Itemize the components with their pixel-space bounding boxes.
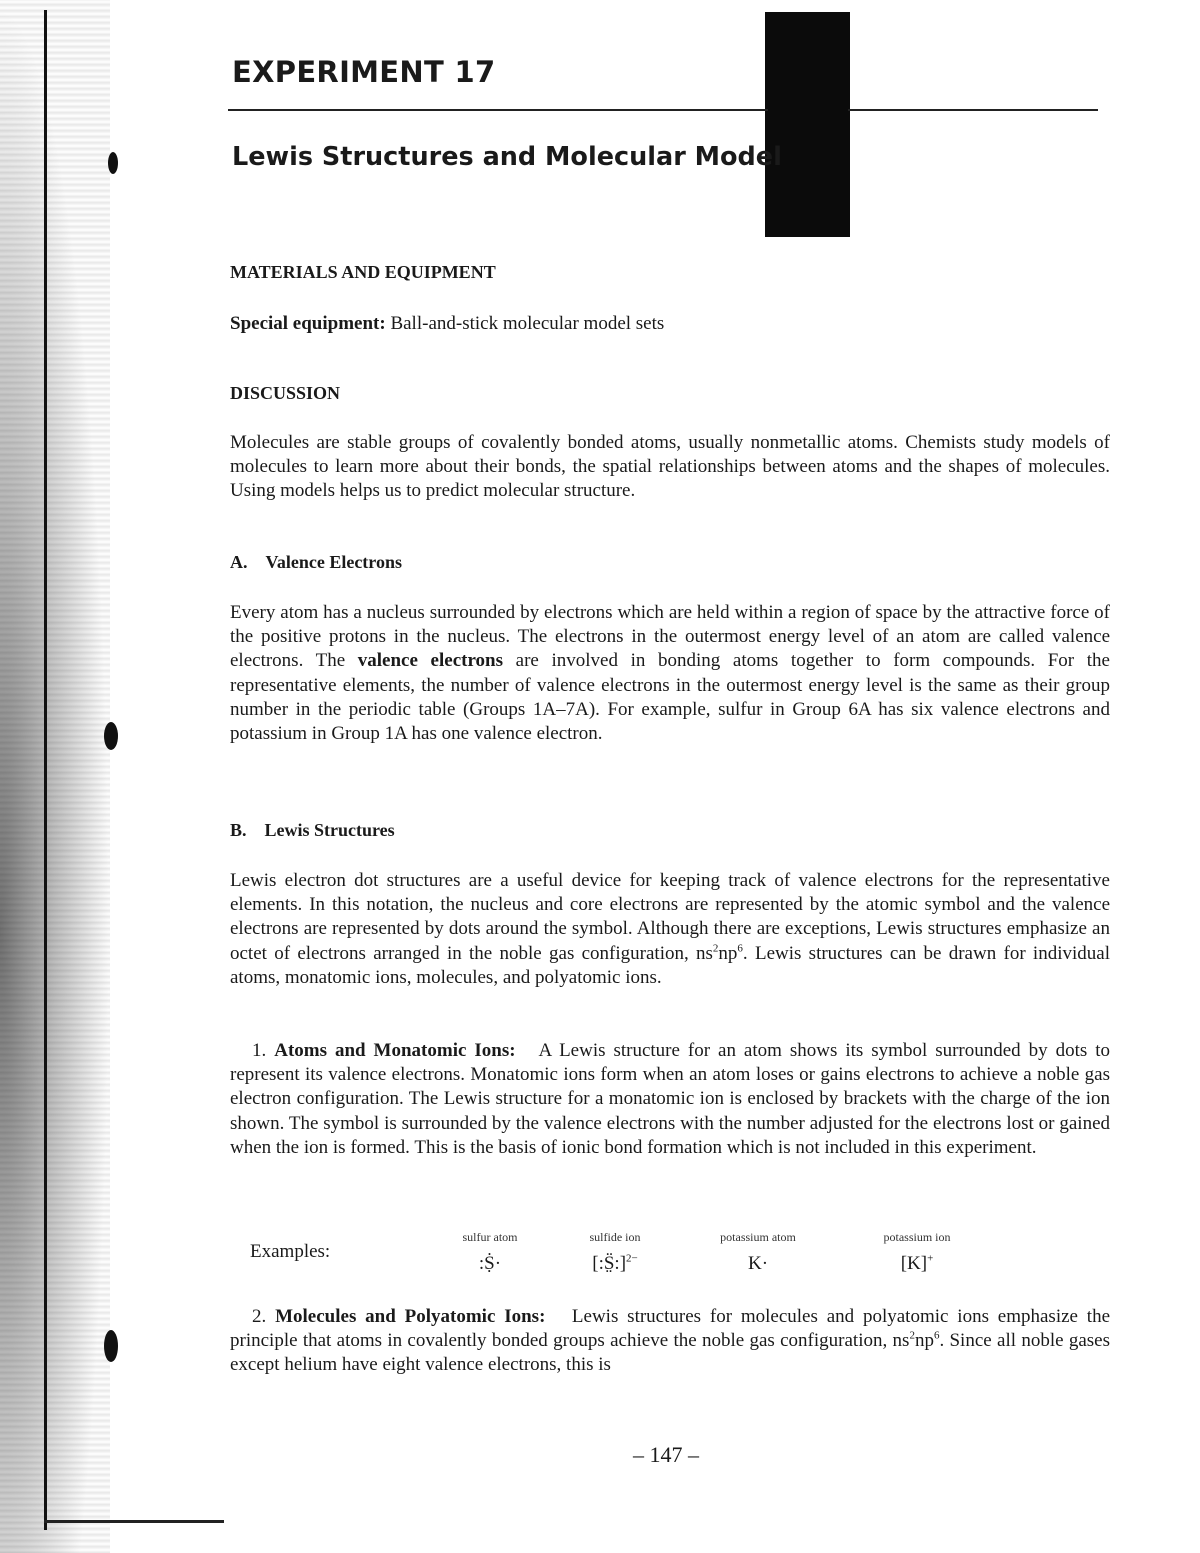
header-rule (228, 109, 768, 111)
section-b-heading: B. Lewis Structures (230, 820, 395, 840)
example-potassium-atom (683, 1230, 833, 1275)
text-run: Lewis electron dot structures are a useful device for keeping track of valence electrons for the representative elements. In this notation, the nucleus and core electrons are represented by the atomic symbol and the valence electrons are represented by dots around the symbol. Although there are exceptions, Lewis structures emphasize an octet of electrons arranged in the noble gas configuration, ns (230, 870, 1110, 964)
scan-binding-foot (44, 1520, 224, 1523)
superscript: 6 (933, 1329, 940, 1342)
item-heading: Molecules and Polyatomic Ions: (275, 1306, 546, 1327)
example-sulfide-ion (540, 1230, 690, 1275)
lewis-symbol: :Ṩ· (478, 1253, 502, 1274)
section-b-paragraph (230, 869, 1110, 990)
text-run: . Lewis structures can be drawn for individual atoms, monatomic ions, molecules, and polyatomic ions. (230, 942, 1110, 988)
item-molecules-polyatomic-ions (230, 1305, 1110, 1378)
text-run: np (718, 942, 738, 964)
ion-charge: 2− (626, 1252, 638, 1265)
page-title: Lewis Structures and Molecular Model (232, 142, 782, 172)
text-run: np (914, 1330, 934, 1352)
lewis-symbol-group (540, 1253, 690, 1275)
punch-hole-top (108, 152, 118, 174)
section-a-heading: A. Valence Electrons (230, 552, 402, 572)
scan-tab-mark (765, 12, 850, 237)
special-equipment-value: Ball-and-stick molecular model sets (390, 313, 665, 334)
lewis-symbol: K· (747, 1253, 769, 1274)
punch-hole-bottom (104, 1330, 118, 1362)
special-equipment-label: Special equipment: (230, 313, 386, 334)
section-a-paragraph (230, 601, 1110, 746)
superscript: 2 (712, 942, 719, 955)
text-run: . Since all noble gases except helium have eight valence electrons, this is (230, 1330, 1110, 1376)
superscript: 2 (909, 1329, 915, 1342)
discussion-heading: DISCUSSION (230, 383, 341, 403)
superscript: 6 (737, 942, 743, 955)
ion-charge: + (927, 1252, 934, 1265)
example-caption: potassium ion (883, 1230, 951, 1244)
example-caption: sulfide ion (589, 1230, 641, 1244)
lewis-symbol: [:S̤̈:] (592, 1253, 627, 1274)
examples-label: Examples: (250, 1241, 331, 1262)
experiment-number: EXPERIMENT 17 (232, 55, 496, 89)
discussion-paragraph: Molecules are stable groups of covalently bonded atoms, usually nonmetallic atoms. Chemists study models of molecules to learn more about their bonds, the spatial relationships between atoms and the shapes of molecules. Using models helps us to predict molecular structure. (230, 432, 1110, 502)
term-valence-electrons: valence electrons (357, 650, 504, 672)
example-caption: sulfur atom (462, 1230, 518, 1244)
special-equipment-line (230, 312, 1110, 336)
scan-binding-line (44, 10, 47, 1530)
materials-heading: MATERIALS AND EQUIPMENT (230, 262, 496, 282)
page-number: – 147 – (633, 1442, 699, 1467)
example-caption: potassium atom (720, 1230, 796, 1244)
punch-hole-middle (104, 722, 118, 750)
lewis-symbol: [K] (900, 1253, 928, 1274)
example-potassium-ion (842, 1230, 992, 1275)
text-run: Every atom has a nucleus surrounded by electrons which are held within a region of space by the attractive force of the positive protons in the nucleus. The electrons in the outermost energy level of an atom are called valence electrons. The (230, 602, 1110, 672)
item-number: 1. (252, 1040, 267, 1061)
scan-binding-shadow (0, 0, 110, 1553)
lewis-symbol-group (842, 1253, 992, 1275)
item-number: 2. (252, 1306, 267, 1327)
text-run: Lewis structures for molecules and polyatomic ions emphasize the principle that atoms in covalently bonded groups achieve the noble gas configuration, ns (230, 1306, 1111, 1352)
text-run: are involved in bonding atoms together to form compounds. For the representative elements, the number of valence electrons in the outermost energy level is the same as their group number in the periodic table (Groups 1A–7A). For example, sulfur in Group 6A has six valence electrons and potassium in Group 1A has one valence electron. (230, 650, 1110, 745)
item-atoms-monatomic-ions (230, 1039, 1110, 1160)
item-heading: Atoms and Monatomic Ions: (274, 1040, 516, 1061)
text-run: A Lewis structure for an atom shows its symbol surrounded by dots to represent its valence electrons. Monatomic ions form when an atom loses or gains electrons to achieve a noble gas electron configuration. The Lewis structure for a monatomic ion is enclosed by brackets with the charge of the ion shown. The symbol is surrounded by the valence electrons with the number adjusted for the electrons lost or gained when the ion is formed. This is the basis of ionic bond formation which is not included in this experiment. (230, 1040, 1111, 1158)
header-rule-right (848, 109, 1098, 111)
